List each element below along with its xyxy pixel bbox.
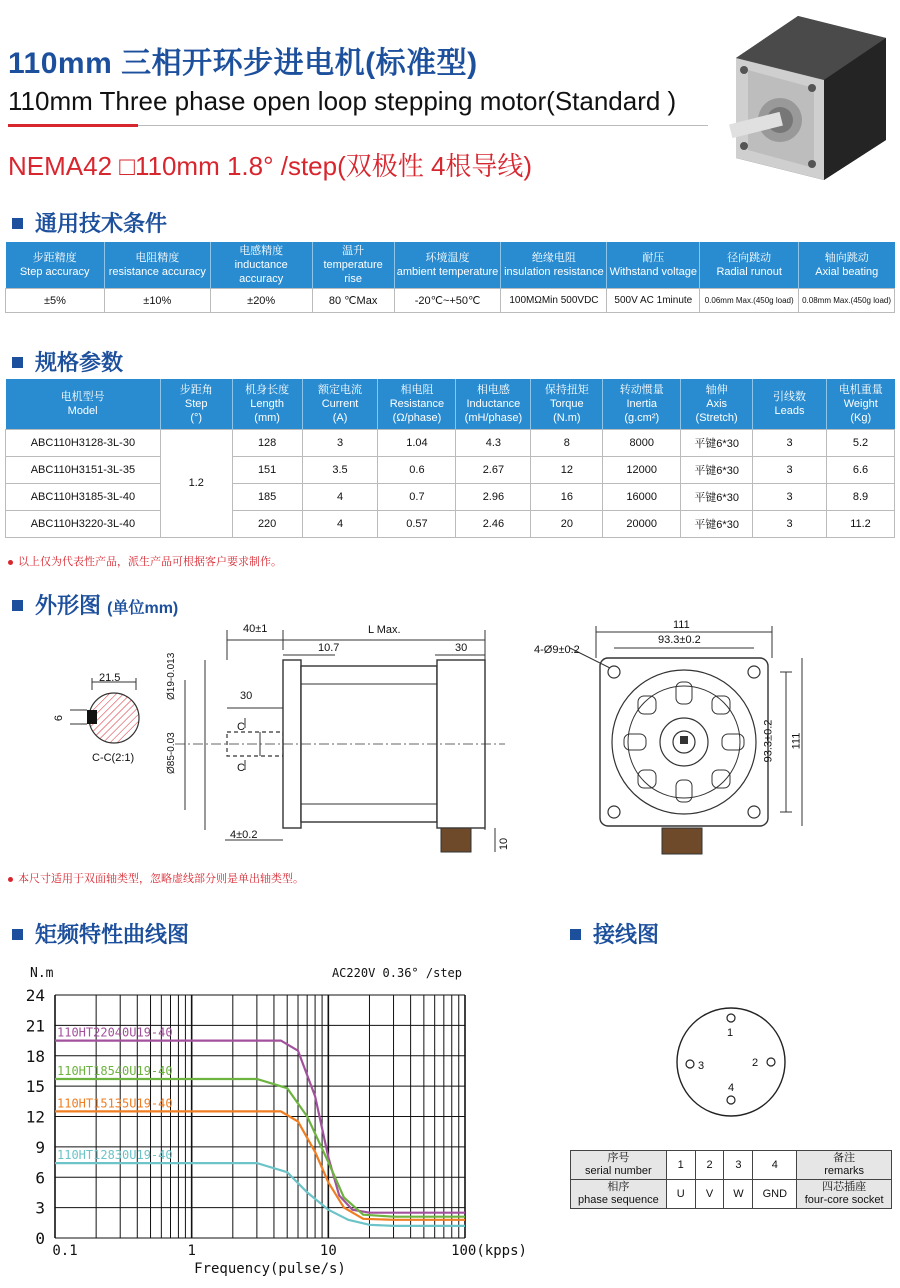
general-header-cell: 电阻精度 resistance accuracy	[104, 242, 210, 289]
section-specs-title: 规格参数	[35, 350, 124, 375]
specs-header-cell: 相电阻 Resistance (Ω/phase)	[378, 379, 456, 429]
dimensions-note: 本尺寸适用于双面轴类型，忽略虚线部分则是单出轴类型。	[8, 870, 304, 886]
specs-header-cell: 额定电流 Current (A)	[302, 379, 378, 429]
table-row	[571, 1180, 892, 1209]
spec-cell: 5.2	[826, 429, 894, 456]
general-header-cell: 电感精度 inductance accuracy	[210, 242, 312, 289]
dim-40: 40±1	[243, 623, 268, 635]
section-general-title: 通用技术条件	[35, 211, 168, 236]
section-wiring-heading	[570, 918, 659, 949]
table-row	[571, 1151, 892, 1180]
x-tick-label: 10	[319, 1243, 337, 1259]
title-divider-red	[8, 124, 138, 127]
specs-header-cell: 步距角 Step (°)	[160, 379, 232, 429]
table-row	[6, 429, 895, 456]
specs-header-cell: 机身长度 Length (mm)	[232, 379, 302, 429]
section-specs-heading	[12, 346, 123, 377]
specs-header-cell: 相电感 Inductance (mH/phase)	[456, 379, 531, 429]
y-axis-label: N.m	[30, 966, 54, 981]
spec-cell: 185	[232, 483, 302, 510]
spec-cell: 0.57	[378, 510, 456, 537]
wiring-cell: GND	[753, 1180, 797, 1209]
bullet-square-icon	[12, 600, 23, 611]
general-value-cell: ±10%	[104, 289, 210, 313]
section-torque-heading	[12, 918, 189, 949]
spec-cell: 2.67	[456, 456, 531, 483]
y-tick-label: 21	[25, 1016, 45, 1036]
general-conditions-table	[5, 242, 895, 313]
general-header-cell: 耐压 Withstand voltage	[607, 242, 700, 289]
model-cell: ABC110H3128-3L-30	[6, 429, 161, 456]
spec-cell: 平键6*30	[681, 429, 753, 456]
chart-title: AC220V 0.36° /step	[331, 966, 462, 980]
note-bullet-icon	[8, 877, 13, 882]
dim-lmax: L Max.	[368, 624, 401, 636]
specs-header-cell: 电机型号 Model	[6, 379, 161, 429]
wiring-remark-cell: 四芯插座 four-core socket	[797, 1180, 892, 1209]
specs-header-cell: 轴伸 Axis (Stretch)	[681, 379, 753, 429]
series-label: 110HT15135U19-40	[57, 1096, 173, 1111]
general-header-cell: 绝缘电阻 insulation resistance	[501, 242, 607, 289]
general-header-cell: 径向跳动 Radial runout	[700, 242, 799, 289]
spec-cell: 8	[531, 429, 603, 456]
bullet-square-icon	[12, 218, 23, 229]
wiring-cell: 2	[695, 1151, 724, 1180]
section-wiring-title: 接线图	[593, 922, 660, 947]
torque-frequency-chart	[0, 955, 540, 1285]
spec-cell: 3	[753, 456, 827, 483]
dim-4: 4±0.2	[230, 829, 258, 841]
connector-pinout-drawing	[674, 1004, 794, 1120]
table-row	[6, 456, 895, 483]
spec-cell: 11.2	[826, 510, 894, 537]
series-label: 110HT18540U19-40	[57, 1064, 173, 1079]
spec-cell: 16000	[603, 483, 681, 510]
pin-label-1: 1	[727, 1027, 734, 1039]
wiring-label-cell: 相序 phase sequence	[571, 1180, 667, 1209]
spec-cell: 8000	[603, 429, 681, 456]
spec-cell: 128	[232, 429, 302, 456]
general-header-cell: 环境温度 ambient temperature	[394, 242, 501, 289]
bullet-square-icon	[570, 929, 581, 940]
y-tick-label: 15	[25, 1077, 45, 1097]
specs-note: 以上仅为代表性产品，派生产品可根据客户要求制作。	[8, 553, 282, 569]
spec-cell: 2.96	[456, 483, 531, 510]
dim-111-side: 111	[790, 732, 803, 750]
spec-cell: 3	[753, 483, 827, 510]
general-header-cell: 温升 temperature rise	[312, 242, 394, 289]
page-title-cn: 110mm 三相开环步进电机(标准型)	[8, 47, 478, 80]
wiring-remark-cell: 备注 remarks	[797, 1151, 892, 1180]
y-tick-label: 3	[35, 1198, 45, 1218]
x-tick-label: 100(kpps)	[451, 1243, 527, 1259]
spec-cell: 4	[302, 510, 378, 537]
general-value-cell: ±5%	[6, 289, 105, 313]
specs-header-cell: 电机重量 Weight (Kg)	[826, 379, 894, 429]
general-value-cell: ±20%	[210, 289, 312, 313]
dim-10: 10	[498, 837, 511, 851]
dim-93-top: 93.3±0.2	[658, 634, 701, 646]
dim-holes: 4-Ø9±0.2	[534, 644, 580, 656]
dim-10-7: 10.7	[318, 642, 340, 654]
spec-cell: 6.6	[826, 456, 894, 483]
dim-cc-label: C-C(2:1)	[92, 752, 135, 764]
spec-cell: 3	[753, 510, 827, 537]
general-value-cell: 500V AC 1minute	[607, 289, 700, 313]
spec-cell: 8.9	[826, 483, 894, 510]
general-value-cell: -20℃~+50℃	[394, 289, 501, 313]
wiring-cell: U	[666, 1180, 695, 1209]
wiring-label-cell: 序号 serial number	[571, 1151, 667, 1180]
spec-cell: 4.3	[456, 429, 531, 456]
dim-phi85: Ø85-0.03	[166, 732, 177, 774]
general-header-cell: 步距精度 Step accuracy	[6, 242, 105, 289]
dim-c-upper: C	[237, 721, 245, 733]
nema-spec-line: NEMA42 □110mm 1.8° /step(双极性 4根导线)	[8, 151, 533, 181]
wiring-cell: 1	[666, 1151, 695, 1180]
spec-cell: 3	[753, 429, 827, 456]
general-value-cell: 100MΩMin 500VDC	[501, 289, 607, 313]
note-bullet-icon	[8, 560, 13, 565]
general-value-cell: 80 ℃Max	[312, 289, 394, 313]
spec-cell: 2.46	[456, 510, 531, 537]
general-header-cell: 轴向跳动 Axial beating	[799, 242, 895, 289]
specs-header-cell: 保持扭矩 Torque (N.m)	[531, 379, 603, 429]
spec-cell: 平键6*30	[681, 456, 753, 483]
dim-c-lower: C	[237, 762, 245, 774]
spec-cell: 12	[531, 456, 603, 483]
bullet-square-icon	[12, 357, 23, 368]
y-tick-label: 6	[35, 1168, 45, 1188]
y-tick-label: 12	[25, 1107, 45, 1127]
spec-cell: 4	[302, 483, 378, 510]
model-cell: ABC110H3185-3L-40	[6, 483, 161, 510]
spec-cell: 20	[531, 510, 603, 537]
wiring-cell: 3	[724, 1151, 753, 1180]
wiring-cell: V	[695, 1180, 724, 1209]
y-tick-label: 9	[35, 1137, 45, 1157]
pin-label-2: 2	[752, 1057, 759, 1069]
specs-header-cell: 引线数 Leads	[753, 379, 827, 429]
specs-header-cell: 转动惯量 Inertia (g.cm²)	[603, 379, 681, 429]
spec-cell: 0.6	[378, 456, 456, 483]
y-tick-label: 24	[25, 986, 45, 1005]
spec-cell: 12000	[603, 456, 681, 483]
spec-cell: 151	[232, 456, 302, 483]
spec-cell: 220	[232, 510, 302, 537]
section-dimensions-title: 外形图	[35, 593, 102, 618]
section-dimensions-unit: (单位mm)	[107, 600, 179, 617]
spec-cell: 平键6*30	[681, 483, 753, 510]
model-cell: ABC110H3220-3L-40	[6, 510, 161, 537]
title-divider-gray	[138, 125, 708, 126]
motor-photo	[708, 8, 898, 183]
dim-30-top: 30	[455, 642, 468, 654]
general-value-cell: 0.06mm Max.(450g load)	[700, 289, 799, 313]
bullet-square-icon	[12, 929, 23, 940]
pin-label-3: 3	[698, 1060, 705, 1072]
series-label: 110HT22040U19-40	[57, 1025, 173, 1040]
dim-6: 6	[53, 714, 66, 722]
spec-cell: 20000	[603, 510, 681, 537]
dim-30: 30	[240, 690, 253, 702]
section-torque-title: 矩频特性曲线图	[35, 922, 190, 947]
page-title-en: 110mm Three phase open loop stepping motor(Standard )	[8, 86, 677, 116]
pin-label-4: 4	[728, 1082, 735, 1094]
y-tick-label: 18	[25, 1046, 45, 1066]
spec-cell: 16	[531, 483, 603, 510]
spec-cell: 3.5	[302, 456, 378, 483]
dim-93-side: 93.3±0.2	[762, 719, 775, 763]
x-axis-label: Frequency(pulse/s)	[194, 1261, 346, 1277]
spec-cell: 1.04	[378, 429, 456, 456]
spec-cell: 0.7	[378, 483, 456, 510]
spec-cell: 3	[302, 429, 378, 456]
spec-cell: 平键6*30	[681, 510, 753, 537]
dim-phi19: Ø19-0.013	[166, 652, 177, 700]
motor-side-view-drawing	[165, 620, 515, 860]
specs-table	[5, 379, 895, 538]
wiring-cell: W	[724, 1180, 753, 1209]
model-cell: ABC110H3151-3L-35	[6, 456, 161, 483]
x-tick-label: 1	[187, 1243, 196, 1259]
dim-111-top: 111	[673, 619, 690, 631]
step-angle-cell: 1.2	[160, 429, 232, 537]
x-tick-label: 0.1	[52, 1243, 78, 1259]
wiring-cell: 4	[753, 1151, 797, 1180]
table-row	[6, 483, 895, 510]
y-tick-label: 0	[35, 1229, 45, 1248]
series-line	[55, 1111, 465, 1219]
table-row	[6, 510, 895, 537]
section-dimensions-heading	[12, 589, 178, 620]
dim-21-5: 21.5	[99, 672, 121, 684]
wiring-table	[570, 1150, 892, 1209]
section-general-heading	[12, 207, 167, 238]
general-value-cell: 0.08mm Max.(450g load)	[799, 289, 895, 313]
series-label: 110HT12830U19-40	[57, 1148, 173, 1163]
